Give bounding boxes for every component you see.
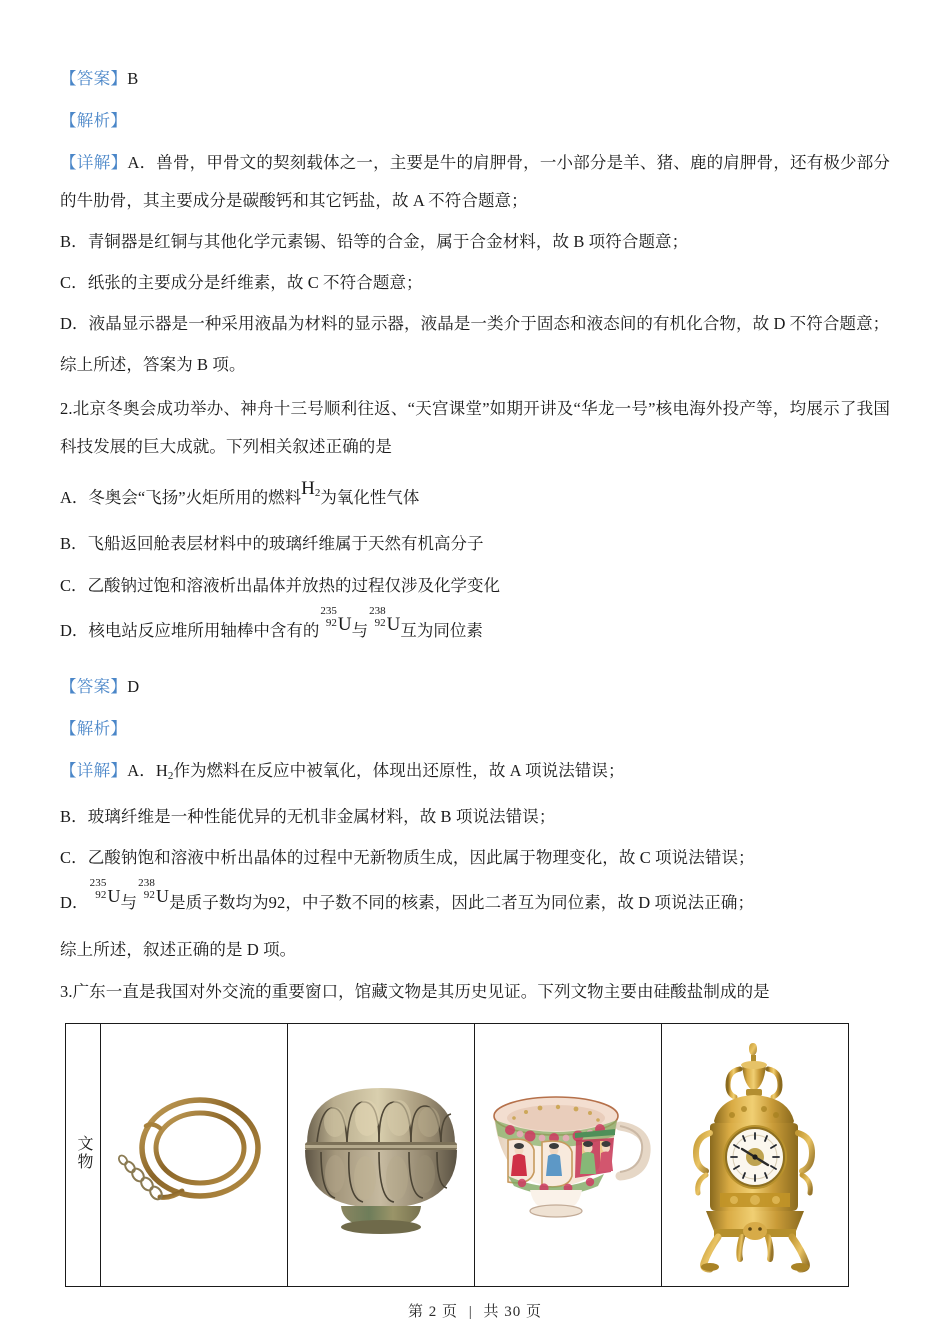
q1-conclusion: 综上所述，答案为 B 项。: [60, 355, 246, 374]
q1-answer-line: [60, 60, 890, 98]
q2-option-a-label: A．: [60, 488, 89, 507]
gold-chain-necklace-icon: [104, 1050, 284, 1260]
q2-detail-b: B．玻璃纤维是一种性能优异的无机非金属材料，故 B 项说法错误；: [60, 807, 556, 826]
relic-cell-mantel-clock[interactable]: [662, 1024, 849, 1287]
q3-stem: [60, 973, 890, 1011]
q2-option-d-text-before: 核电站反应堆所用轴棒中含有的: [88, 621, 320, 640]
analysis-tag: 【解析】: [60, 111, 128, 130]
footer-total-pages: 30: [504, 1304, 522, 1320]
q2-option-d-label: D．: [60, 621, 89, 640]
q1-detail-d: D．液晶显示器是一种采用液晶为材料的显示器，液晶是一类介于固态和液态间的有机化合物，故 D 不符合题意；: [60, 314, 890, 333]
q2-stem: [60, 390, 890, 466]
page-footer: [0, 1300, 950, 1321]
relic-cell-porcelain-cup[interactable]: [475, 1024, 662, 1287]
q1-detail-b: B．青铜器是红铜与其他化学元素锡、铅等的合金，属于合金材料，故 B 项符合题意；: [60, 232, 689, 251]
q2-option-b-label: B．: [60, 534, 88, 553]
q3-stem-text: 广东一直是我国对外交流的重要窗口，馆藏文物是其历史见证。下列文物主要由硅酸盐制成的是: [72, 982, 770, 1001]
isotope-u238: 238 92 U: [369, 605, 401, 635]
footer-separator: |: [468, 1304, 473, 1320]
footer-page-number: 2: [428, 1304, 438, 1320]
q3-number: 3.: [60, 982, 73, 1001]
q2-detail-a: [60, 752, 890, 795]
q2-detail-c: C．乙酸钠饱和溶液中析出晶体的过程中无新物质生成，因此属于物理变化，故 C 项说法错误；: [60, 848, 755, 867]
q2-conclusion: 综上所述，叙述正确的是 D 项。: [60, 940, 297, 959]
q2-option-c-label: C．: [60, 576, 88, 595]
q2-option-c[interactable]: [60, 566, 890, 606]
gilt-bronze-mantel-clock-icon: [680, 1035, 830, 1275]
answer-tag: 【答案】: [60, 69, 128, 88]
h2-subscript: 2: [167, 770, 174, 782]
q2-answer-value: D: [127, 677, 140, 696]
isotope-u235: 235 92 U: [320, 605, 352, 635]
q2-detail-d-rest: 是质子数均为92，中子数不同的核素，因此二者互为同位素，故 D 项说法正确；: [169, 893, 755, 912]
q1-detail-a-text: A．兽骨，甲骨文的契刻载体之一，主要是牛的肩胛骨，一小部分是羊、猪、鹿的肩胛骨，还有极少部分的牛肋骨，其主要成分是碳酸钙和其它钙盐，故 A 不符合题意；: [60, 153, 891, 210]
q2-option-d-conj: 与: [351, 621, 369, 640]
q2-detail-d: [60, 877, 890, 925]
q2-option-a[interactable]: [60, 478, 890, 522]
q2-option-d-text-after: 互为同位素: [400, 621, 483, 640]
q2-option-a-text-after: 为氧化性气体: [320, 488, 420, 507]
q1-detail-c: C．纸张的主要成分是纤维素，故 C 不符合题意；: [60, 273, 423, 292]
q2-detail-d-conj: 与: [120, 893, 138, 912]
relics-row-label: 文物: [75, 1134, 92, 1171]
q2-detail-a-prefix: A．H: [127, 761, 168, 780]
q1-analysis-line: [60, 102, 890, 140]
q2-option-c-text: 乙酸钠过饱和溶液析出晶体并放热的过程仅涉及化学变化: [87, 576, 501, 595]
page-content: [60, 60, 890, 1287]
q2-detail-a-rest: 作为燃料在反应中被氧化，体现出还原性，故 A 项说法错误；: [173, 761, 625, 780]
relic-cell-bronze-bowl[interactable]: [288, 1024, 475, 1287]
isotope-u238: 238 92 U: [138, 877, 170, 906]
q2-option-a-text-before: 冬奥会“飞扬”火炬所用的燃料: [88, 488, 302, 507]
q2-number: 2.: [60, 399, 73, 418]
famille-rose-porcelain-cup-icon: [478, 1068, 658, 1243]
q2-detail-d-label: D．: [60, 893, 89, 912]
table-row: [66, 1024, 849, 1287]
q1-answer-value: B: [127, 69, 139, 88]
answer-tag: 【答案】: [60, 677, 128, 696]
q1-detail-a: [60, 144, 890, 220]
relic-cell-gold-chain[interactable]: [101, 1024, 288, 1287]
q2-option-d[interactable]: [60, 605, 890, 654]
formula-h2: $H_2$: [301, 478, 321, 499]
footer-total-prefix: 共: [483, 1304, 500, 1320]
q2-option-b-text: 飞船返回舱表层材料中的玻璃纤维属于天然有机高分子: [87, 534, 484, 553]
detail-tag: 【详解】: [60, 761, 128, 780]
q2-stem-text: 北京冬奥会成功举办、神舟十三号顺利往返、“天宫课堂”如期开讲及“华龙一号”核电海外投产等，均展示了我国科技发展的巨大成就。下列相关叙述正确的是: [60, 399, 890, 456]
detail-tag: 【详解】: [60, 153, 128, 172]
bronze-lidded-bowl-icon: [291, 1060, 471, 1250]
relics-row-label-cell: [66, 1024, 101, 1287]
q2-analysis-line: [60, 710, 890, 748]
isotope-u235: 235 92 U: [89, 877, 121, 906]
analysis-tag: 【解析】: [60, 719, 128, 738]
q2-answer-line: [60, 668, 890, 706]
footer-page-prefix: 第: [407, 1304, 424, 1320]
footer-page-unit: 页: [441, 1304, 458, 1320]
relics-table: [65, 1023, 849, 1287]
q2-option-b[interactable]: [60, 524, 890, 564]
footer-total-unit: 页: [526, 1304, 543, 1320]
